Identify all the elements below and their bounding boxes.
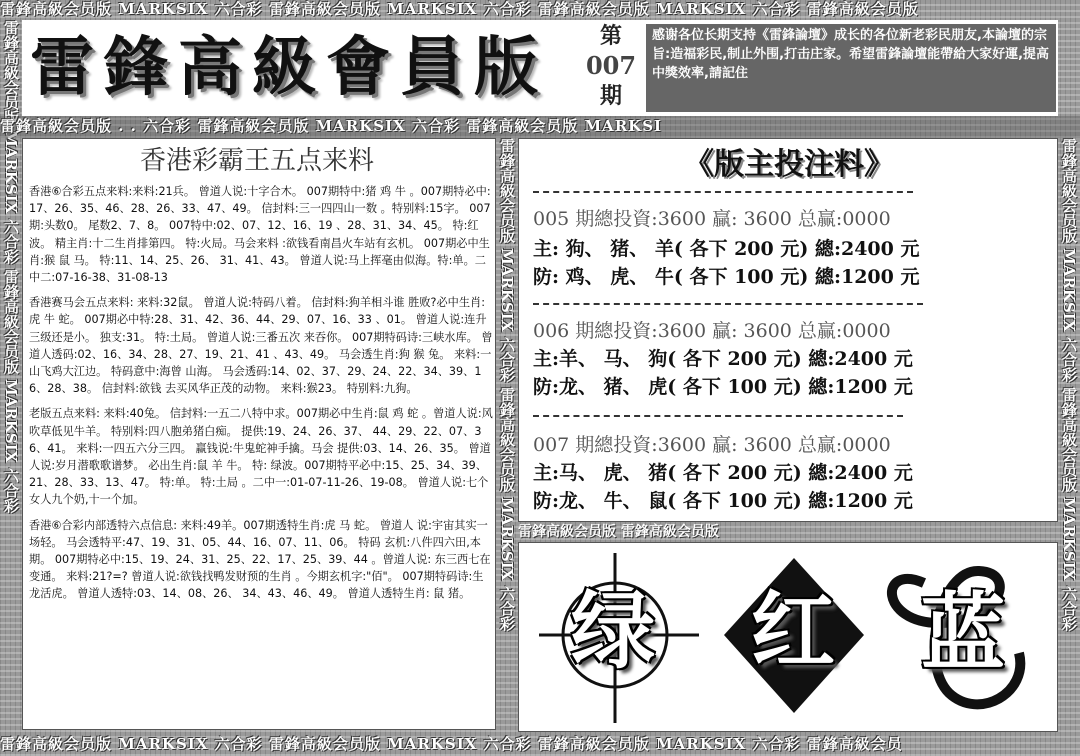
red-label: 红	[751, 581, 836, 680]
info-paragraph: 香港赛马会五点来料: 来料:32鼠。 曾道人说:特码八着。 信封料:狗羊相斗谁 胜败?必中生肖:虎 牛 蛇。 007期必中特:28、31、42、36、44、29、07、16、33 、01。 曾道人说:连升三级还是小。 独支:31。 特:土局。 曾道人说:三番五次 来吞你。 007期特码诗:三峡水库。 曾道人透码:02、16、34、28、27、19、21、41 、43、49。 马会透生肖:狗 猴 兔。 来料:一山飞鸡大江边。 特码意中:海曾 山海。 马会透码:14、02、37、29、24、22、34、39、16、28、38。 信封料:欲钱 去买风华正茂的动物。 来料:猴23。 特别料:九狗。	[29, 296, 493, 396]
logo: 雷鋒高級會員版	[30, 30, 548, 105]
block-summary: 006 期總投資:3600 贏: 3600 总赢:0000	[533, 320, 891, 342]
top-repeat-band: 雷鋒高級会员版 MARKSIX 六合彩 雷鋒高級会员版 MARKSIX 六合彩 雷鋒高級会员版 MARKSIX 六合彩 雷鋒高級会员版	[0, 0, 919, 18]
art-band: 雷鋒高級会员版 雷鋒高級会员版	[518, 524, 719, 540]
block-main-pick: 主: 狗、 猪、 羊( 各下 200 元) 總:2400 元	[533, 238, 920, 260]
betting-panel	[518, 138, 1058, 522]
issue-value: 007	[585, 51, 637, 80]
block-guard-pick: 防: 鸡、 虎、 牛( 各下 100 元) 總:1200 元	[533, 266, 920, 288]
mid-repeat-band: 雷鋒高級会员版 . . 六合彩 雷鋒高級会员版 MARKSIX 六合彩 雷鋒高級会员版 MARKSI	[0, 116, 1080, 138]
divider	[533, 191, 913, 193]
info-paragraph: 香港⑥合彩内部透特六点信息: 来料:49羊。007期透特生肖:虎 马 蛇。 曾道人 说:宇宙其实一场轻。 马会透特平:47、19、31、05、44、16、07、11、06。 特码 玄机:八件四六田,本期。 007期特必中:15、19、24、31、25、22、17、25、39、44 。曾道人说: 东三西七在变通。 来料:21?=? 曾道人说:欲钱找鸭发财预的生肖 。今期玄机字:"佰"。 007期特码诗:生龙活虎。 曾道人透特:03、14、08、26、 34、43、46、49。 曾道人透特生肖: 鼠 猪。	[29, 518, 491, 601]
divider	[533, 303, 923, 305]
left-panel-title: 香港彩霸王五点来料	[139, 146, 374, 176]
right-side-band: 雷鋒高級会员版 MARKSIX 六合彩 雷鋒高級会员版 MARKSIX 六合彩	[1060, 138, 1078, 631]
left-panel-body	[29, 183, 493, 727]
betting-panel-title: 《版主投注料》	[684, 147, 894, 182]
issue-number	[582, 22, 640, 114]
block-main-pick: 主:羊、 马、 狗( 各下 200 元) 總:2400 元	[533, 348, 913, 370]
block-guard-pick: 防:龙、 牛、 鼠( 各下 100 元) 總:1200 元	[533, 490, 913, 512]
blue-label: 蓝	[921, 583, 1006, 682]
color-art-panel	[518, 542, 1058, 732]
left-panel	[22, 138, 496, 730]
green-label: 绿	[571, 581, 656, 680]
header	[22, 20, 1058, 116]
bottom-repeat-band: 雷鋒高級会员版 MARKSIX 六合彩 雷鋒高級会员版 MARKSIX 六合彩 雷鋒高級会员版 MARKSIX 六合彩 雷鋒高級会员	[0, 735, 903, 753]
info-paragraph: 老版五点来料: 来料:40兔。 信封料:一五二八特中求。007期必中生肖:鼠 鸡 蛇 。曾道人说:风吹草低见牛羊。 特别料:四八胞弟猪白痴。 提供:19、24、26、37、 44、29、22、07、36、41。 来料:一四五六分三四。 赢钱说:牛鬼蛇神手擒。马会 提供:03、14、26、35。 曾道人说:岁月潜歌歌谱梦。 必出生肖:鼠 羊 牛。 特: 绿波。007期特平必中:15、25、34、39、21、28、33、13、47。 特:单。 特:土局 。二中一:01-07-11-26、19-08。 曾道人说:七个女人九个奶,十一个加。	[29, 407, 493, 507]
block-guard-pick: 防:龙、 猪、 虎( 各下 100 元) 總:1200 元	[533, 376, 913, 398]
info-paragraph: 香港⑥合彩五点来料:来料:21兵。 曾道人说:十字合木。 007期特中:猪 鸡 牛 。007期特必中:17、26、35、46、28、26、33、47、49。 信封料:三一四四山一数 。特别料:15字。 007期:头数0。 尾数2、7、8。 007特中:02、07、12、16、19 、28、31、34、45。 特:红波。 精主肖:十二生肖排第四。 特:火局。马会来料 :欲钱看南昌火车站有玄机。 007期必中生肖:猴 鼠 马。 特:11、14、25、26、 31、41、43。 曾道人说:马上挥毫由似海。特:单。二中二:07-16-38、31-08-13	[29, 185, 491, 285]
block-summary: 005 期總投資:3600 贏: 3600 总赢:0000	[533, 208, 891, 230]
block-summary: 007 期總投資:3600 贏: 3600 总赢:0000	[533, 434, 891, 456]
intro-text: 感谢各位长期支持《雷鋒論壇》成长的各位新老彩民朋友,本論壇的宗旨:造福彩民,制止外围,打击庄家。希望雷鋒論壇能帶給大家好運,提高中獎效率,請記住	[646, 24, 1056, 112]
left-side-band: 雷鋒高級会员版 MARKSIX 六合彩 雷鋒高級会员版 MARKSIX 六合彩	[2, 20, 20, 513]
divider	[533, 415, 903, 417]
issue-prefix: 第	[599, 23, 622, 49]
middle-side-band: 雷鋒高級会员版 MARKSIX 六合彩 雷鋒高級会员版 MARKSIX 六合彩	[498, 138, 516, 631]
issue-suffix: 期	[599, 83, 622, 109]
block-main-pick: 主:马、 虎、 猪( 各下 200 元) 總:2400 元	[533, 462, 913, 484]
